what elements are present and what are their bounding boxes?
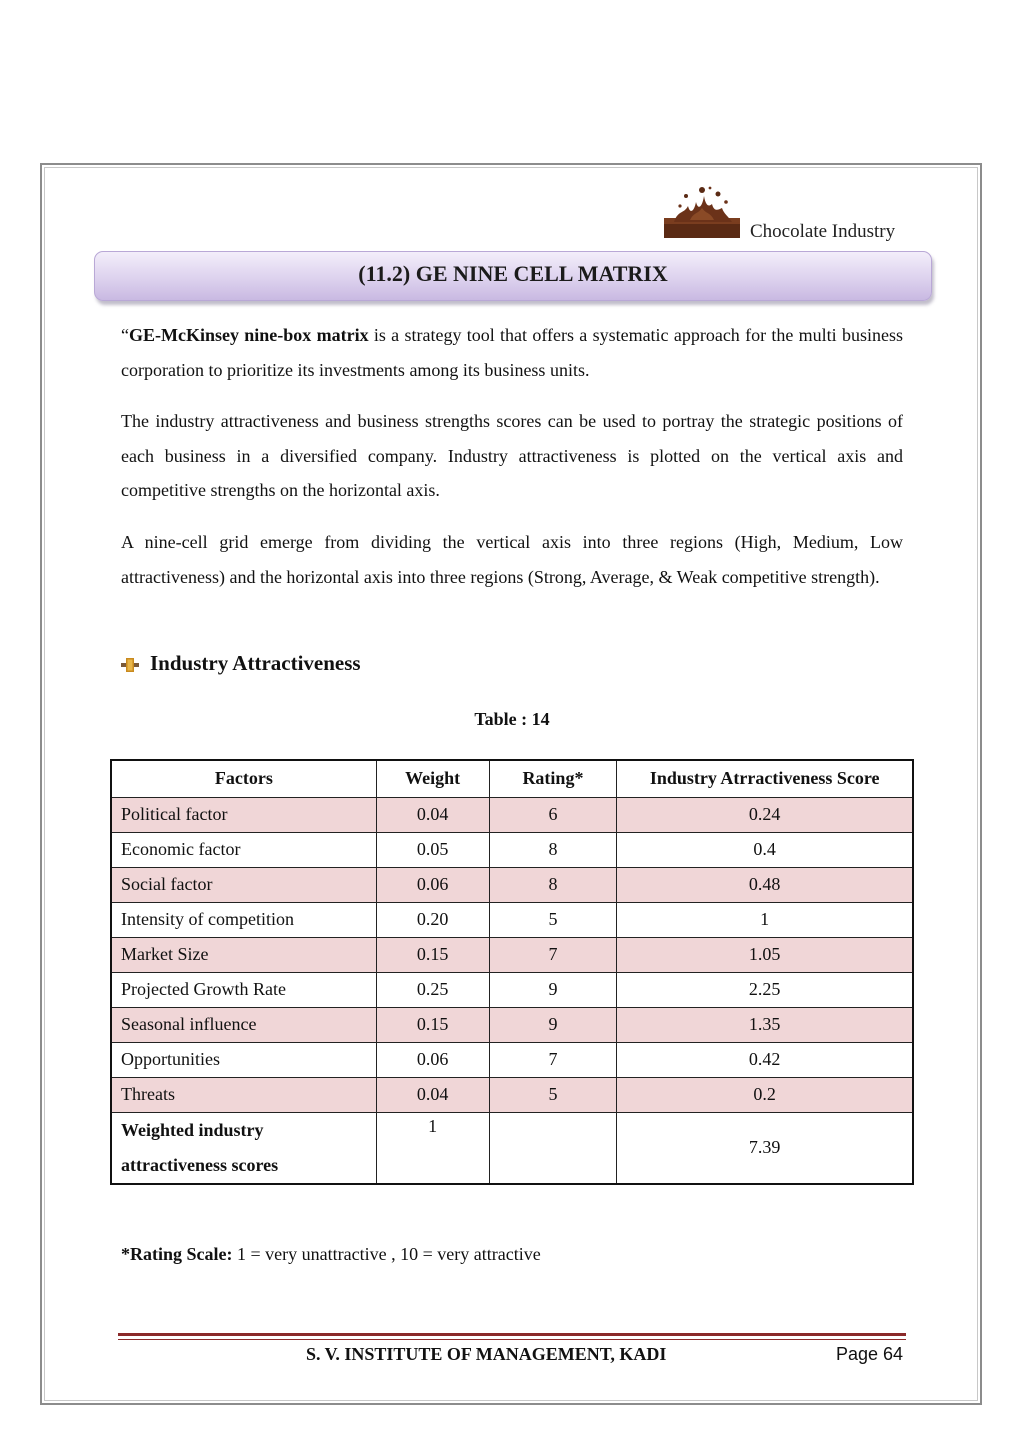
factor-cell: Political factor	[111, 797, 376, 832]
factor-cell: Social factor	[111, 867, 376, 902]
page-number: Page 64	[836, 1344, 904, 1364]
table-row	[111, 1077, 913, 1112]
score-cell: 0.42	[617, 1042, 913, 1077]
factor-cell: Intensity of competition	[111, 902, 376, 937]
score-cell: 1.35	[617, 1007, 913, 1042]
column-header: Factors	[111, 760, 376, 797]
rating-cell: 7	[489, 937, 617, 972]
rating-cell: 8	[489, 867, 617, 902]
table-row	[111, 1042, 913, 1077]
footnote-text: 1 = very unattractive , 10 = very attractive	[232, 1244, 541, 1264]
weight-cell: 0.25	[376, 972, 489, 1007]
factor-cell: Projected Growth Rate	[111, 972, 376, 1007]
column-header: Rating*	[489, 760, 617, 797]
footer-rule-thin	[118, 1339, 906, 1340]
chocolate-splash-icon	[664, 184, 740, 238]
weight-cell: 0.06	[376, 867, 489, 902]
table-row	[111, 902, 913, 937]
score-cell: 1.05	[617, 937, 913, 972]
matrix-term: GE-McKinsey nine-box matrix	[129, 325, 369, 345]
rating-cell: 9	[489, 1007, 617, 1042]
rating-cell: 7	[489, 1042, 617, 1077]
table-header-row	[111, 760, 913, 797]
rating-cell: 9	[489, 972, 617, 1007]
total-label-cell	[111, 1112, 376, 1184]
score-cell: 0.24	[617, 797, 913, 832]
weight-cell: 0.04	[376, 1077, 489, 1112]
total-weight-cell: 1	[376, 1112, 489, 1184]
intro-paragraph	[121, 318, 903, 387]
strategy-paragraph: The industry attractiveness and business strengths scores can be used to portray the strategic positions of each business in a diversified company. Industry attractiveness is plotted on the vertical axis and competitive strengths on the horizontal axis.	[121, 411, 903, 500]
table-row	[111, 937, 913, 972]
table-row	[111, 867, 913, 902]
weight-cell: 0.20	[376, 902, 489, 937]
rating-scale-footnote	[121, 1244, 541, 1265]
factor-cell: Seasonal influence	[111, 1007, 376, 1042]
weight-cell: 0.15	[376, 1007, 489, 1042]
score-cell: 0.2	[617, 1077, 913, 1112]
intro-text: is a strategy tool that offers a systematic approach for the multi business corporation to prioritize its investments among its business units.	[121, 325, 903, 380]
factor-cell: Economic factor	[111, 832, 376, 867]
total-score-cell: 7.39	[617, 1112, 913, 1184]
rating-cell: 5	[489, 1077, 617, 1112]
total-rating-cell	[489, 1112, 617, 1184]
table-row	[111, 797, 913, 832]
factor-cell: Market Size	[111, 937, 376, 972]
score-cell: 1	[617, 902, 913, 937]
total-label-line2: attractiveness scores	[121, 1154, 279, 1175]
total-row	[111, 1112, 913, 1184]
rating-cell: 6	[489, 797, 617, 832]
section-heading: Industry Attractiveness	[150, 651, 361, 675]
score-cell: 2.25	[617, 972, 913, 1007]
total-label-line1: Weighted industry	[121, 1119, 264, 1140]
score-cell: 0.48	[617, 867, 913, 902]
title-banner	[94, 251, 932, 301]
square-bullet-icon	[121, 658, 139, 672]
table-row	[111, 972, 913, 1007]
rating-cell: 5	[489, 902, 617, 937]
header-label: Chocolate Industry	[750, 221, 896, 242]
page-title: (11.2) GE NINE CELL MATRIX	[358, 261, 668, 286]
footer-rule	[118, 1333, 906, 1336]
factor-cell: Opportunities	[111, 1042, 376, 1077]
table-row	[111, 832, 913, 867]
column-header: Weight	[376, 760, 489, 797]
industry-attractiveness-table	[110, 759, 914, 1185]
grid-paragraph: A nine-cell grid emerge from dividing the vertical axis into three regions (High, Medium, Low attractiveness) and the horizontal axis into three regions (Strong, Average, & Weak competitive strength).	[121, 532, 903, 587]
column-header: Industry Atrractiveness Score	[617, 760, 913, 797]
table-caption: Table : 14	[474, 709, 550, 729]
table-row	[111, 1007, 913, 1042]
open-quote: “	[121, 325, 129, 345]
factor-cell: Threats	[111, 1077, 376, 1112]
footnote-label: *Rating Scale:	[121, 1244, 233, 1264]
rating-cell: 8	[489, 832, 617, 867]
weight-cell: 0.15	[376, 937, 489, 972]
score-cell: 0.4	[617, 832, 913, 867]
weight-cell: 0.05	[376, 832, 489, 867]
weight-cell: 0.06	[376, 1042, 489, 1077]
footer-institute: S. V. INSTITUTE OF MANAGEMENT, KADI	[306, 1344, 667, 1364]
weight-cell: 0.04	[376, 797, 489, 832]
